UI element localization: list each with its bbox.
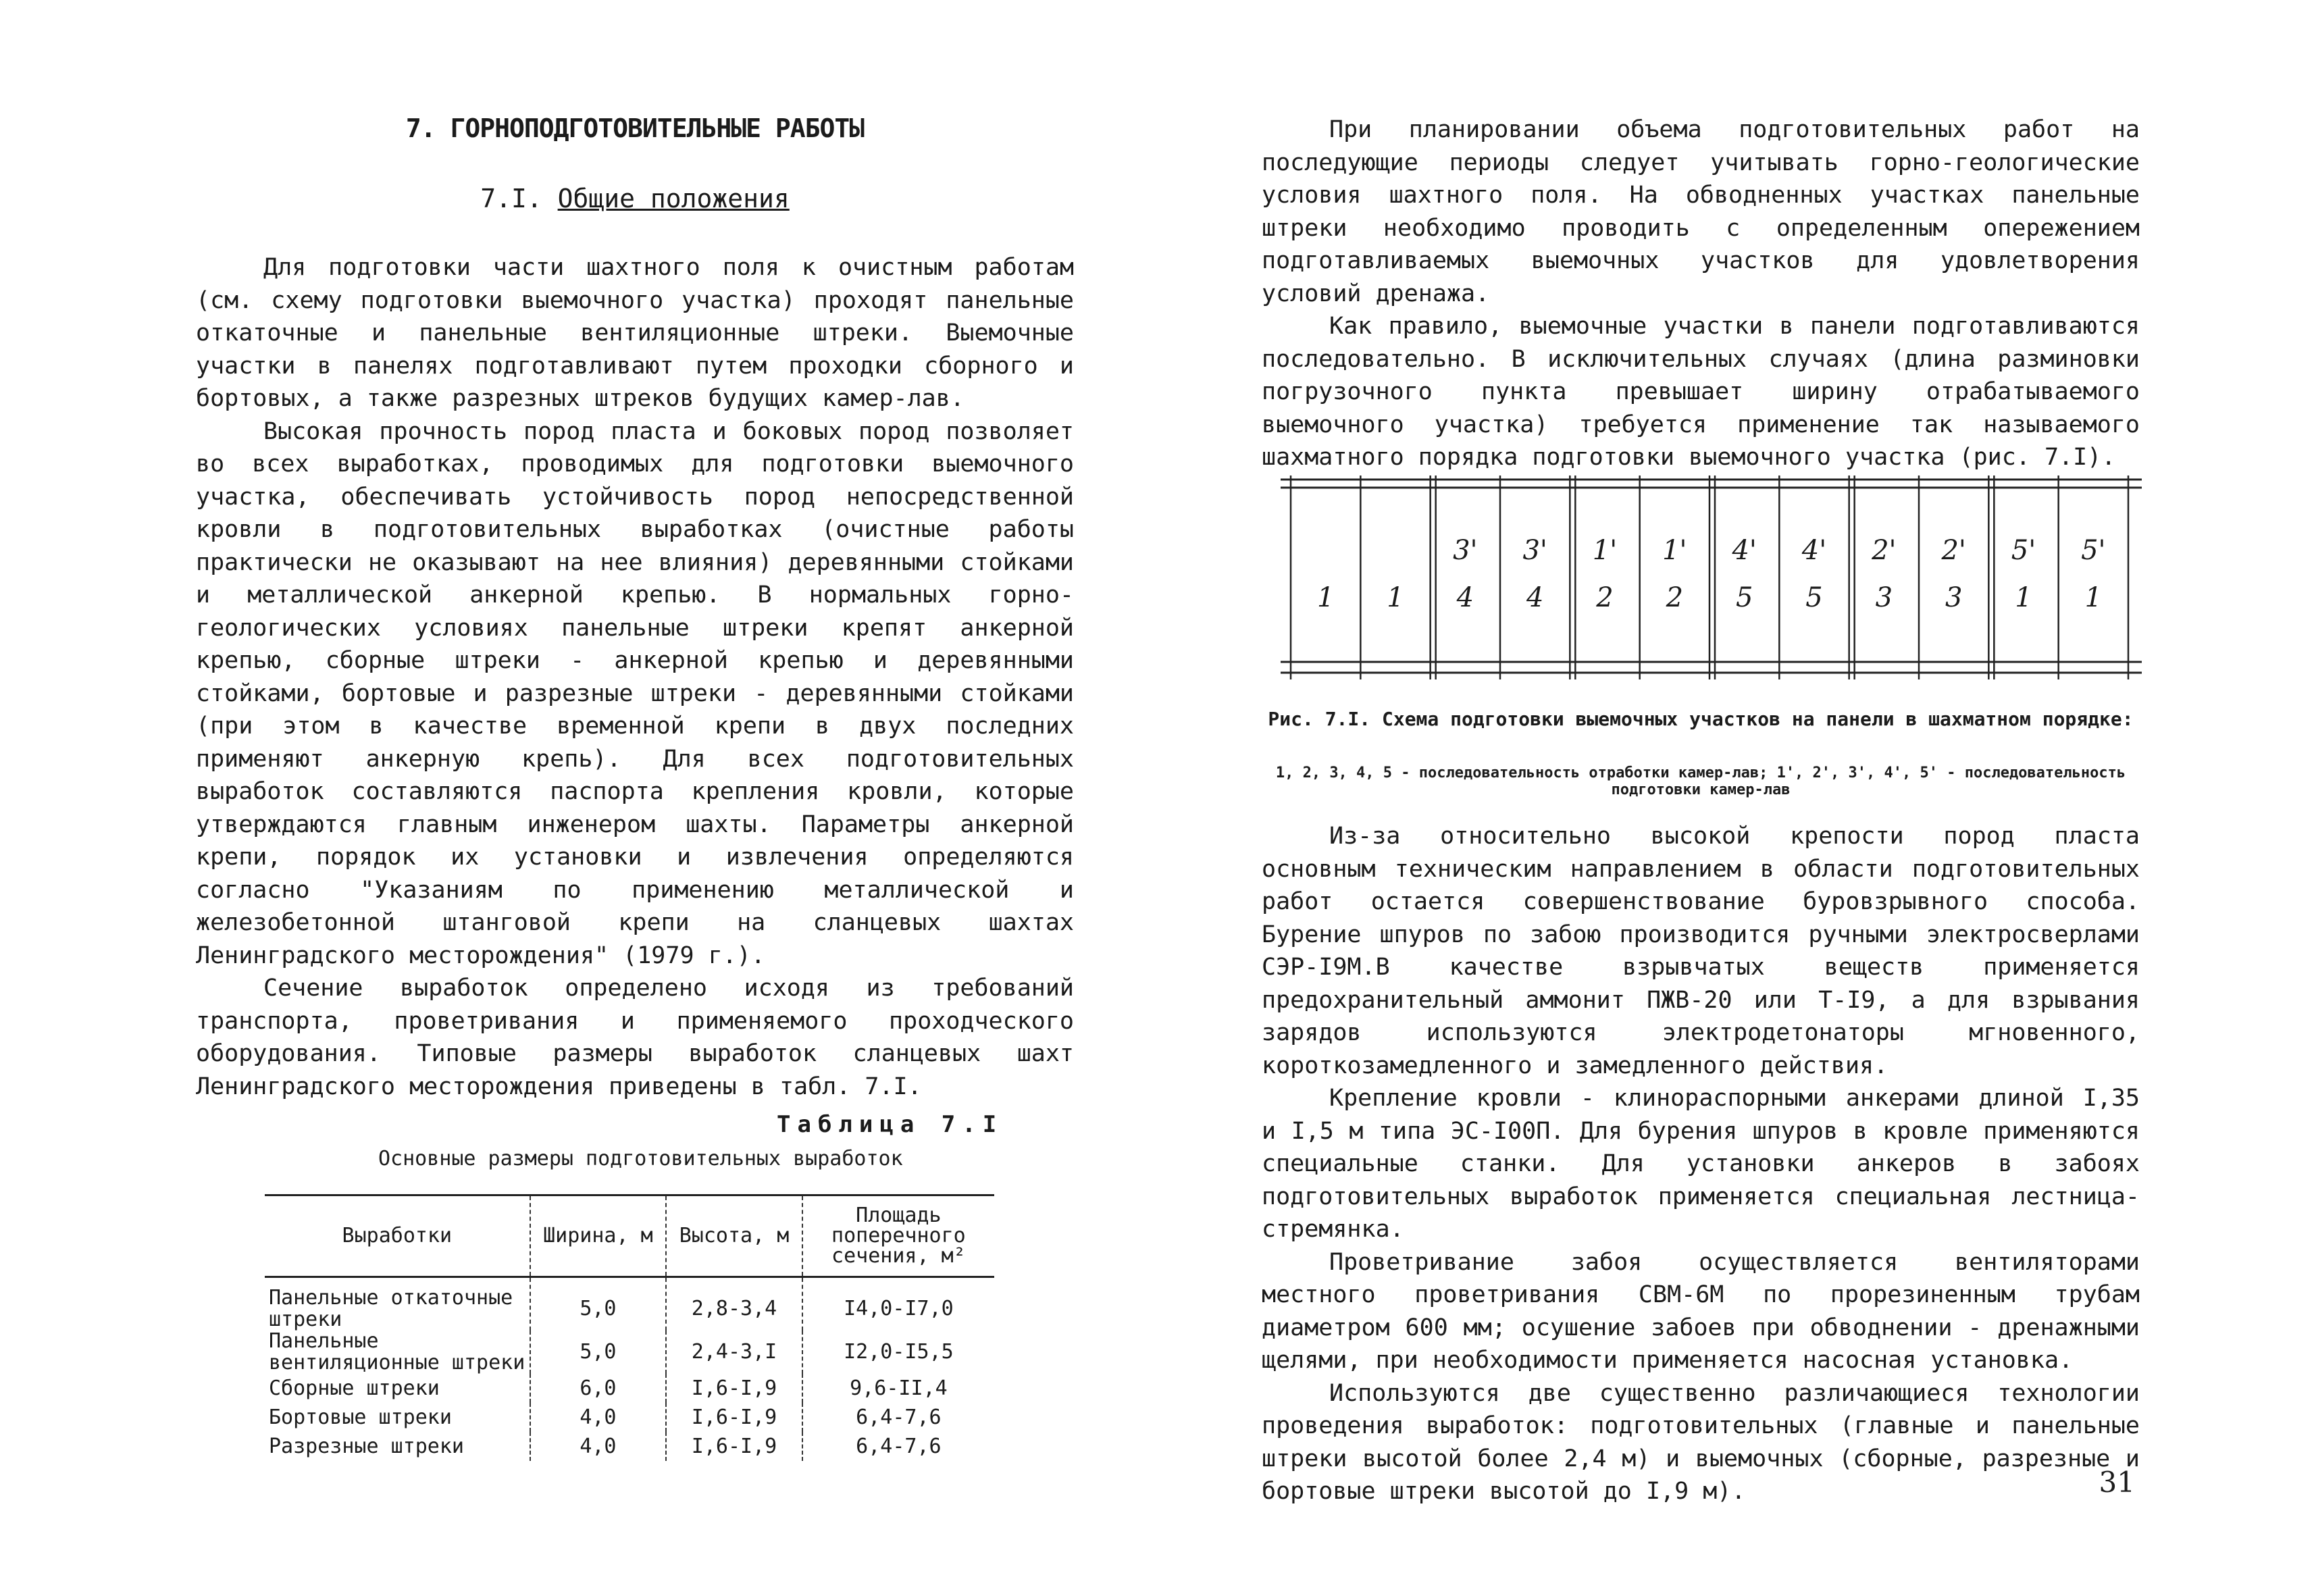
preparation-order-label: 4'	[1732, 535, 1757, 566]
table-cell: 6,4-7,6	[802, 1403, 994, 1432]
mining-order-label: 1	[2015, 582, 2032, 613]
figure-caption: Рис. 7.I. Схема подготовки выемочных участков на панели в шахматном порядке:	[1268, 708, 2134, 730]
preparation-order-label: 1'	[1592, 535, 1618, 566]
table-cell: 6,0	[530, 1374, 667, 1403]
mining-order-label: 2	[1666, 582, 1684, 613]
table-label: Таблица 7.I	[777, 1111, 1004, 1138]
paragraph: Проветривание забоя осуществляется вентиляторами местного проветривания СВМ-6М по прорезиненным трубам диаметром 600 мм; осушение забоев при обводнении - дренажными щелями, при необходимости применяется насосная установка.	[1262, 1248, 2140, 1374]
mining-order-label: 4	[1526, 582, 1544, 613]
figure-caption-note: 1, 2, 3, 4, 5 - последовательность отработки камер-лав; 1', 2', 3', 4', 5' - последовательность подготовки камер-лав	[1275, 765, 2126, 798]
paragraph: Сечение выработок определено исходя из требований транспорта, проветривания и применяемого проходческого оборудования. Типовые размеры выработок сланцевых шахт Ленинградского месторождения приведены в табл. 7.I.	[196, 975, 1074, 1100]
right-body-top	[1262, 113, 2140, 474]
table-title: Основные размеры подготовительных выработок	[378, 1147, 903, 1170]
table-header: Выработки	[265, 1195, 530, 1277]
mining-order-label: 1	[2084, 582, 2103, 613]
table-cell: 9,6-II,4	[802, 1374, 994, 1403]
paragraph: При планировании объема подготовительных работ на последующие периоды следует учитывать горно-геологические условия шахтного поля. На обводненных участках панельные штреки необходимо проводить с определенным опережением подготавливаемых выемочных участков для удовлетворения условий дренажа.	[1262, 116, 2140, 307]
table-header: Площадь поперечного сечения, м²	[802, 1195, 994, 1277]
preparation-order-label: 2'	[1941, 535, 1966, 566]
paragraph: Для подготовки части шахтного поля к очистным работам (см. схему подготовки выемочного участка) проходят панельные откаточные и панельные вентиляционные штреки. Выемочные участки в панелях подготавливают путем проходки сборного и бортовых, а также разрезных штреков будущих камер-лав.	[196, 254, 1074, 412]
table-cell: 2,8-3,4	[666, 1277, 802, 1331]
table-cell: Панельные откаточные штреки	[269, 1286, 513, 1331]
table-row	[265, 1403, 994, 1432]
paragraph: Высокая прочность пород пласта и боковых пород позволяет во всех выработках, проводимых для подготовки выемочного участка, обеспечивать устойчивость пород непосредственной кровли в подготовительных выработках (очистные работы практически не оказывают на нее влияния) деревянными стойками и металлической анкерной крепью. В нормальных горно-геологических условиях панельные штреки крепят анкерной крепью, сборные штреки - анкерной крепью и деревянными стойками, бортовые и разрезные штреки - деревянными стойками (при этом в качестве временной крепи в двух последних применяют анкерную крепь). Для всех подготовительных выработок составляются паспорта крепления кровли, которые утверждаются главным инженером шахты. Параметры анкерной крепи, порядок их установки и извлечения определяются согласно "Указаниям по применению металлической и железобетонной штанговой крепи на сланцевых шахтах Ленинградского месторождения" (1979 г.).	[196, 417, 1074, 969]
mining-order-label: 3	[1875, 582, 1893, 613]
table-header: Высота, м	[666, 1195, 802, 1277]
mining-order-label: 3	[1945, 582, 1963, 613]
left-body	[196, 251, 1074, 1103]
table-cell: 5,0	[530, 1331, 667, 1374]
table-cell: 4,0	[530, 1403, 667, 1432]
dimensions-table	[265, 1194, 994, 1461]
mining-order-label: 4	[1456, 582, 1474, 613]
preparation-order-label: 1'	[1662, 535, 1687, 566]
preparation-order-label: 3'	[1522, 535, 1547, 566]
table-cell: Сборные штреки	[269, 1376, 440, 1400]
section-number: 7.I.	[480, 184, 542, 213]
table-cell: I,6-I,9	[666, 1374, 802, 1403]
table-cell: Панельные вентиляционные штреки	[269, 1329, 525, 1374]
preparation-order-label: 3'	[1453, 535, 1478, 566]
preparation-order-label: 5'	[2011, 535, 2036, 566]
table-cell: I2,0-I5,5	[802, 1331, 994, 1374]
mining-order-label: 5	[1805, 582, 1823, 613]
table-row	[265, 1432, 994, 1461]
table-cell: 5,0	[530, 1277, 667, 1331]
table-row	[265, 1331, 994, 1374]
table-cell: I,6-I,9	[666, 1432, 802, 1461]
table-header: Ширина, м	[530, 1195, 667, 1277]
paragraph: Крепление кровли - клинораспорными анкерами длиной I,35 и I,5 м типа ЭС-I00П. Для бурения шпуров в кровле применяются специальные станки. Для установки анкеров в забоях подготовительных выработок применяется специальная лестница-стремянка.	[1262, 1085, 2140, 1243]
section-title: Общие положения	[557, 184, 790, 213]
preparation-order-label: 5'	[2081, 535, 2106, 566]
table-row	[265, 1374, 994, 1403]
mining-order-label: 1	[1387, 582, 1404, 613]
table-row	[265, 1277, 994, 1331]
preparation-order-label: 2'	[1872, 535, 1897, 566]
table-cell: 4,0	[530, 1432, 667, 1461]
panel-diagram	[1281, 471, 2142, 686]
chapter-heading: 7. ГОРНОПОДГОТОВИТЕЛЬНЫЕ РАБОТЫ	[405, 113, 865, 143]
mining-order-label: 2	[1596, 582, 1614, 613]
mining-order-label: 1	[1316, 582, 1335, 613]
mining-order-label: 5	[1735, 582, 1753, 613]
table-header-row	[265, 1195, 994, 1277]
table-cell: 2,4-3,I	[666, 1331, 802, 1374]
table-cell: 6,4-7,6	[802, 1432, 994, 1461]
section-heading	[196, 184, 1074, 213]
panel-diagram-svg	[1281, 471, 2142, 686]
paragraph: Используются две существенно различающиеся технологии проведения выработок: подготовительных (главные и панельные штреки высотой более 2,4 м) и выемочных (сборные, разрезные и бортовые штреки высотой до I,9 м).	[1262, 1379, 2140, 1505]
right-body-bottom	[1262, 820, 2140, 1508]
page-number: 31	[2099, 1466, 2135, 1499]
paragraph: Из-за относительно высокой крепости пород пласта основным техническим направлением в области подготовительных работ остается совершенствование буровзрывного способа. Бурение шпуров по забою производится ручными электросверлами СЭР-I9М.В качестве взрывчатых веществ применяется предохранительный аммонит ПЖВ-20 или Т-I9, а для взрывания зарядов используются электродетонаторы мгновенного, короткозамедленного и замедленного действия.	[1262, 823, 2140, 1079]
table-cell: Разрезные штреки	[269, 1434, 464, 1458]
right-page	[1157, 0, 2314, 1596]
paragraph: Как правило, выемочные участки в панели подготавливаются последовательно. В исключительных случаях (длина разминовки погрузочного пункта превышает ширину отрабатываемого выемочного участка) требуется применение так называемого шахматного порядка подготовки выемочного участка (рис. 7.I).	[1262, 313, 2140, 471]
table-cell: I4,0-I7,0	[802, 1277, 994, 1331]
preparation-order-label: 4'	[1801, 535, 1827, 566]
table-cell: Бортовые штреки	[269, 1405, 452, 1429]
table-cell: I,6-I,9	[666, 1403, 802, 1432]
